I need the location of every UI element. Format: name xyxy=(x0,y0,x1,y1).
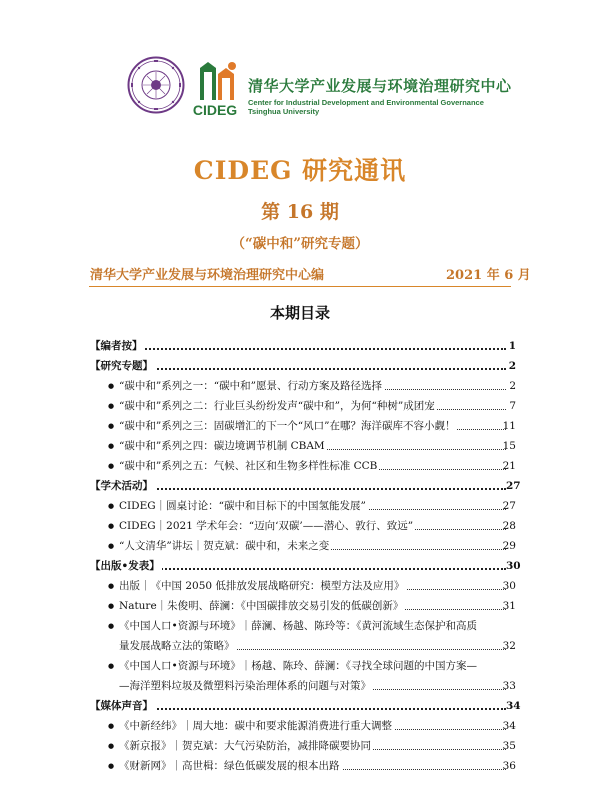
toc-entry-text: 《中国人口•资源与环境》｜杨越、陈玲、薛澜：《寻找全球问题的中国方案— xyxy=(119,656,479,676)
toc-entry[interactable] xyxy=(0,596,600,616)
toc-entry[interactable] xyxy=(0,516,600,536)
toc-section[interactable] xyxy=(0,696,600,716)
toc-page-number: 36 xyxy=(502,760,516,772)
toc-section[interactable] xyxy=(0,356,600,376)
toc-entry-text: “碳中和”系列之二：行业巨头纷纷发声“碳中和”，为何“种树”成团宠 xyxy=(119,396,437,416)
toc-entry-text: CIDEG｜圆桌讨论：“碳中和目标下的中国氢能发展” xyxy=(119,496,368,516)
toc-page-number: 21 xyxy=(502,460,516,472)
toc-entry-text: CIDEG｜2021 学术年会：“迈向‘双碳’——潜心、敦行、致远” xyxy=(119,516,415,536)
bullet-icon: ● xyxy=(108,742,115,750)
toc-entry-text-continued: 量发展战略立法的策略》 xyxy=(119,636,237,656)
toc-entry-text: “人文清华”讲坛｜贺克斌：碳中和，未来之变 xyxy=(119,536,331,556)
toc-entry[interactable] xyxy=(0,416,600,436)
toc-entry[interactable] xyxy=(0,456,600,476)
bullet-icon: ● xyxy=(108,422,115,430)
center-name-en xyxy=(248,98,484,116)
toc-entry[interactable] xyxy=(0,576,600,596)
toc-page-number: 34 xyxy=(506,700,521,712)
divider xyxy=(89,286,511,287)
svg-text:CIDEG: CIDEG xyxy=(192,102,238,118)
toc-entry[interactable] xyxy=(0,656,600,676)
toc-entry[interactable] xyxy=(0,756,600,776)
toc-heading: 本期目录 xyxy=(269,304,330,322)
toc-entry[interactable] xyxy=(0,496,600,516)
toc-entry[interactable] xyxy=(0,536,600,556)
bullet-icon: ● xyxy=(108,502,115,510)
newsletter-title: CIDEG 研究通讯 xyxy=(193,156,407,185)
bullet-icon: ● xyxy=(108,402,115,410)
toc-entry-text: 出版｜《中国 2050 低排放发展战略研究：模型方法及应用》 xyxy=(119,576,406,596)
toc-section[interactable] xyxy=(0,476,600,496)
toc-entry-text: 《新京报》｜贺克斌：大气污染防治，减排降碳要协同 xyxy=(119,736,373,756)
toc-entry[interactable] xyxy=(0,396,600,416)
toc-entry[interactable] xyxy=(0,376,600,396)
toc-entry-text: Nature｜朱俊明、薛澜：《中国碳排放交易引发的低碳创新》 xyxy=(119,596,405,616)
toc-entry-text: 《中国人口•资源与环境》｜薛澜、杨越、陈玲等：《黄河流域生态保护和高质 xyxy=(119,616,479,636)
toc-page-number: 27 xyxy=(506,480,521,492)
bullet-icon: ● xyxy=(108,662,115,670)
toc-entry-text-continued: —海洋塑料垃圾及微塑料污染治理体系的问题与对策》 xyxy=(119,676,373,696)
toc-page-number: 15 xyxy=(502,440,516,452)
publication-date: 2021 年 6 月 xyxy=(446,268,531,283)
special-topic: （“碳中和”研究专题） xyxy=(231,236,369,252)
toc-page-number: 34 xyxy=(502,720,516,732)
bullet-icon: ● xyxy=(108,602,115,610)
tsinghua-seal-logo xyxy=(127,56,185,114)
bullet-icon: ● xyxy=(108,722,115,730)
toc-page-number: 31 xyxy=(502,600,516,612)
bullet-icon: ● xyxy=(108,522,115,530)
bullet-icon: ● xyxy=(108,462,115,470)
toc-section-label: 【编者按】 xyxy=(90,336,145,356)
toc-entry-text: “碳中和”系列之一：“碳中和”愿景、行动方案及路径选择 xyxy=(119,376,384,396)
issue-number: 第 16 期 xyxy=(261,201,339,223)
toc-entry[interactable] xyxy=(0,616,600,636)
bullet-icon: ● xyxy=(108,442,115,450)
toc-section-label: 【研究专题】 xyxy=(90,356,155,376)
bullet-icon: ● xyxy=(108,542,115,550)
toc-entry-text: “碳中和”系列之五：气候、社区和生物多样性标准 CCB xyxy=(119,456,379,476)
center-name-cn: 清华大学产业发展与环境治理研究中心 xyxy=(248,77,512,95)
toc-page-number: 30 xyxy=(506,560,521,572)
toc-page-number: 29 xyxy=(502,540,516,552)
toc-entry[interactable] xyxy=(0,436,600,456)
toc-page-number: 1 xyxy=(508,340,516,352)
toc-section-label: 【出版•发表】 xyxy=(90,556,162,576)
toc-entry-text: 《中新经纬》｜周大地：碳中和要求能源消费进行重大调整 xyxy=(119,716,394,736)
toc-entry[interactable] xyxy=(0,736,600,756)
toc-entry-text: 《财新网》｜高世楫：绿色低碳发展的根本出路 xyxy=(119,756,342,776)
toc-page-number: 11 xyxy=(502,420,516,432)
toc-section-label: 【媒体声音】 xyxy=(90,696,155,716)
toc-page-number: 2 xyxy=(509,380,516,392)
bullet-icon: ● xyxy=(108,382,115,390)
toc-section[interactable] xyxy=(0,556,600,576)
bullet-icon: ● xyxy=(108,622,115,630)
editor-line: 清华大学产业发展与环境治理研究中心编 xyxy=(90,268,325,283)
center-name-en-line1: Center for Industrial Development and Environmental Governance xyxy=(248,98,484,107)
toc-page-number: 33 xyxy=(502,680,516,692)
toc-section-label: 【学术活动】 xyxy=(90,476,155,496)
toc-page-number: 27 xyxy=(502,500,516,512)
toc-page-number: 28 xyxy=(502,520,516,532)
bullet-icon: ● xyxy=(108,762,115,770)
cideg-logo xyxy=(188,60,242,118)
toc-page-number: 30 xyxy=(502,580,516,592)
center-name-en-line2: Tsinghua University xyxy=(248,107,320,116)
toc-entry-continuation[interactable] xyxy=(0,636,600,656)
toc-page-number: 35 xyxy=(502,740,516,752)
toc-page-number: 32 xyxy=(502,640,516,652)
toc-page-number: 7 xyxy=(509,400,516,412)
toc-entry-text: “碳中和”系列之四：碳边境调节机制 CBAM xyxy=(119,436,327,456)
bullet-icon: ● xyxy=(108,582,115,590)
toc-section[interactable] xyxy=(0,336,600,356)
toc-entry-text: “碳中和”系列之三：固碳增汇的下一个“风口”在哪？海洋碳库不容小觑！ xyxy=(119,416,457,436)
toc-page-number: 2 xyxy=(508,360,516,372)
toc-entry-continuation[interactable] xyxy=(0,676,600,696)
toc-entry[interactable] xyxy=(0,716,600,736)
